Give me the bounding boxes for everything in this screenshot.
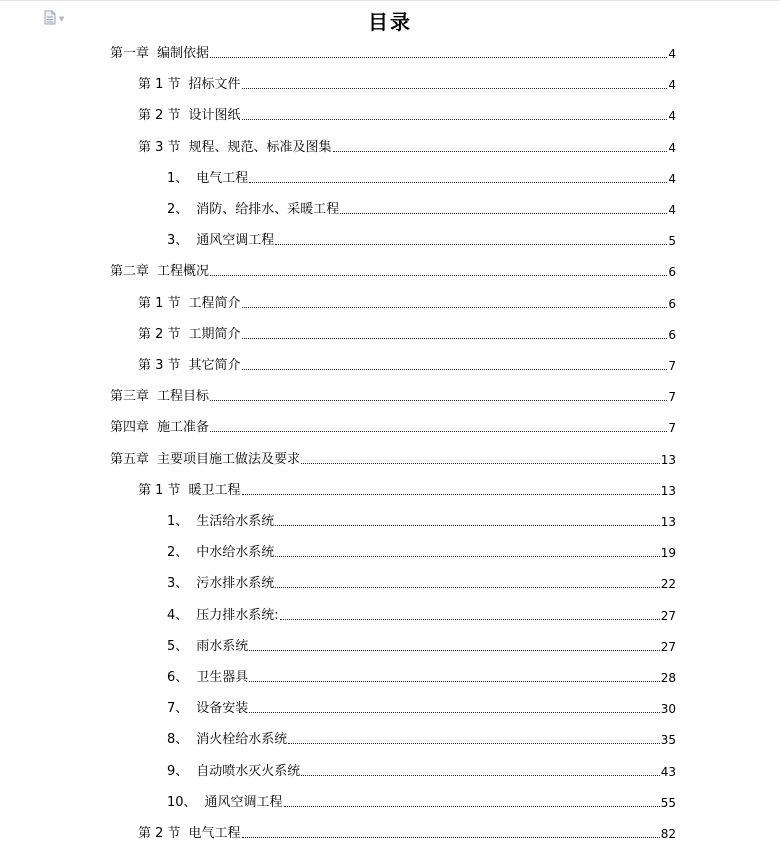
toc-entry-text: 其它简介	[188, 358, 241, 373]
toc-entry[interactable]	[167, 695, 676, 717]
toc-entry[interactable]	[167, 539, 676, 561]
toc-entry[interactable]	[110, 258, 676, 280]
toc-leader-dots	[210, 431, 667, 432]
toc-entry-text: 生活给水系统	[196, 514, 275, 529]
toc-entry-label	[138, 296, 241, 312]
toc-leader-dots	[288, 743, 659, 744]
toc-entry[interactable]	[167, 633, 676, 655]
toc-entry-text: 电气工程	[188, 826, 241, 841]
toc-entry-label	[167, 639, 248, 655]
toc-entry-text: 压力排水系统:	[196, 608, 279, 623]
toc-entry-text: 工程简介	[188, 296, 241, 311]
toc-entry-label	[167, 670, 248, 686]
toc-entry-label	[138, 483, 241, 499]
toc-leader-dots	[275, 556, 659, 557]
toc-leader-dots	[249, 650, 659, 651]
toc-entry-number: 第 1 节	[138, 77, 181, 92]
toc-entry-text: 电气工程	[196, 171, 249, 186]
toc-entry-label	[167, 233, 274, 249]
toc-entry-text: 工程目标	[157, 389, 210, 404]
toc-leader-dots	[210, 57, 667, 58]
toc-entry-text: 主要项目施工做法及要求	[157, 452, 301, 467]
toc-entry[interactable]	[167, 726, 676, 748]
toc-entry-number: 6、	[167, 670, 189, 685]
toc-entry[interactable]	[138, 71, 676, 93]
toc-entry[interactable]	[167, 570, 676, 592]
toc-page-number: 30	[660, 702, 676, 716]
toc-leader-dots	[275, 587, 659, 588]
toc-entry-number: 第 1 节	[138, 483, 181, 498]
toc-page-number: 6	[668, 328, 676, 342]
toc-entry-number: 3、	[167, 233, 189, 248]
toc-entry-label	[167, 576, 274, 592]
chevron-down-icon: ▼	[59, 15, 65, 23]
toc-leader-dots	[249, 712, 659, 713]
toc-entry[interactable]	[138, 352, 676, 374]
toc-entry-number: 5、	[167, 639, 189, 654]
toc-entry-number: 第三章	[110, 389, 150, 404]
page-title: 目录	[368, 10, 412, 34]
toc-page-number: 19	[660, 546, 676, 560]
toc-entry-number: 第二章	[110, 264, 150, 279]
toc-entry-number: 第 2 节	[138, 108, 181, 123]
toc-entry-label	[110, 46, 209, 62]
toc-entry-number: 第四章	[110, 420, 150, 435]
toc-entry[interactable]	[138, 290, 676, 312]
toc-entry-number: 8、	[167, 732, 189, 747]
toc-entry-number: 9、	[167, 764, 189, 779]
toc-entry[interactable]	[110, 383, 676, 405]
toc-leader-dots	[242, 369, 668, 370]
toc-entry-text: 暖卫工程	[188, 483, 241, 498]
toc-entry-text: 规程、规范、标准及图集	[188, 140, 332, 155]
toc-entry-label	[138, 140, 332, 156]
toc-entry-number: 7、	[167, 701, 189, 716]
toc-entry-label	[138, 327, 241, 343]
toc-entry-label	[138, 77, 241, 93]
toc-entry-number: 1、	[167, 171, 189, 186]
toc-page-number: 4	[668, 47, 676, 61]
toc-page-number: 27	[660, 640, 676, 654]
toc-entry-text: 消火栓给水系统	[196, 732, 288, 747]
toc-page-number: 4	[668, 172, 676, 186]
toc-entry[interactable]	[167, 508, 676, 530]
toc-leader-dots	[242, 88, 668, 89]
toc-leader-dots	[301, 775, 659, 776]
toc-entry-label	[167, 545, 274, 561]
toc-entry-text: 消防、给排水、采暖工程	[196, 202, 340, 217]
toc-entry[interactable]	[167, 789, 676, 811]
toc-leader-dots	[210, 275, 667, 276]
toc-entry-number: 第一章	[110, 46, 150, 61]
toc-page-number: 13	[660, 515, 676, 529]
toc-leader-dots	[301, 463, 660, 464]
toc-entry-label	[138, 826, 241, 842]
toc-entry[interactable]	[167, 196, 676, 218]
toc-entry[interactable]	[110, 414, 676, 436]
toc-page-number: 13	[660, 484, 676, 498]
toc-leader-dots	[340, 213, 667, 214]
toc-entry[interactable]	[110, 446, 676, 468]
toc-page-number: 6	[668, 297, 676, 311]
toc-page-number: 7	[668, 421, 676, 435]
toc-entry-label	[167, 514, 274, 530]
toc-entry-label	[167, 608, 279, 624]
toc-leader-dots	[280, 619, 660, 620]
toc-page-number: 4	[668, 78, 676, 92]
toc-entry-label	[167, 701, 248, 717]
toc-entry-label	[110, 452, 300, 468]
toc-entry-number: 2、	[167, 202, 189, 217]
toc-entry-label	[138, 108, 241, 124]
toc-leader-dots	[242, 494, 660, 495]
toc-leader-dots	[275, 244, 667, 245]
toc-entry-text: 设备安装	[196, 701, 249, 716]
toc-entry-text: 通风空调工程	[196, 233, 275, 248]
toc-page-number: 35	[660, 733, 676, 747]
toc-entry[interactable]	[138, 134, 676, 156]
toc-leader-dots	[333, 151, 668, 152]
toc-leader-dots	[242, 119, 668, 120]
toc-leader-dots	[210, 400, 667, 401]
toc-entry-number: 2、	[167, 545, 189, 560]
toc-entry-label	[110, 389, 209, 405]
toc-entry-text: 污水排水系统	[196, 576, 275, 591]
toc-entry-number: 第 1 节	[138, 296, 181, 311]
toc-entry-number: 第 3 节	[138, 358, 181, 373]
toc-entry[interactable]	[167, 165, 676, 187]
toc-entry-text: 中水给水系统	[196, 545, 275, 560]
toc-entry-text: 卫生器具	[196, 670, 249, 685]
toc-entry[interactable]	[167, 758, 676, 780]
toc-page-number: 5	[668, 234, 676, 248]
toc-entry-number: 第 3 节	[138, 140, 181, 155]
toc-page-number: 28	[660, 671, 676, 685]
toc-entry[interactable]	[167, 664, 676, 686]
toc-page-number: 4	[668, 109, 676, 123]
toc-page-number: 4	[668, 203, 676, 217]
toc-entry-number: 第 2 节	[138, 826, 181, 841]
toc-entry[interactable]	[138, 477, 676, 499]
page-top-border	[0, 0, 780, 1]
toc-leader-dots	[249, 182, 667, 183]
toc-entry[interactable]	[138, 321, 676, 343]
toc-entry-text: 工期简介	[188, 327, 241, 342]
toc-leader-dots	[242, 338, 668, 339]
toc-entry-number: 3、	[167, 576, 189, 591]
toc-entry[interactable]	[167, 227, 676, 249]
toc-entry-label	[110, 420, 209, 436]
toc-entry-text: 通风空调工程	[204, 795, 283, 810]
toc-entry-label	[167, 732, 287, 748]
toc-entry[interactable]	[138, 820, 676, 842]
toc-leader-dots	[249, 681, 659, 682]
toc-entry[interactable]	[110, 40, 676, 62]
toc-page-number: 27	[660, 609, 676, 623]
toc-entry-number: 第五章	[110, 452, 150, 467]
toc-page-number: 13	[660, 453, 676, 467]
toc-entry[interactable]	[138, 102, 676, 124]
toc-entry-text: 招标文件	[188, 77, 241, 92]
toc-leader-dots	[284, 806, 660, 807]
toc-entry-label	[167, 171, 248, 187]
toc-page-number: 7	[668, 390, 676, 404]
toc-entry-text: 工程概况	[157, 264, 210, 279]
toc-entry-label	[138, 358, 241, 374]
toc-entry-label	[167, 202, 339, 218]
toc-page-number: 4	[668, 141, 676, 155]
toc-page-number: 6	[668, 265, 676, 279]
toc-leader-dots	[242, 307, 668, 308]
toc-entry[interactable]	[167, 602, 676, 624]
toc-entry-text: 设计图纸	[188, 108, 241, 123]
toc-entry-label	[167, 764, 300, 780]
toc-leader-dots	[275, 525, 659, 526]
toc-page-number: 82	[660, 827, 676, 841]
toc-entry-text: 自动喷水灭火系统	[196, 764, 301, 779]
toc-page-number: 7	[668, 359, 676, 373]
toc-entry-label	[110, 264, 209, 280]
toc-entry-text: 施工准备	[157, 420, 210, 435]
toc-entry-number: 第 2 节	[138, 327, 181, 342]
toc-entry-number: 10、	[167, 795, 197, 810]
toc-leader-dots	[242, 837, 660, 838]
toc-entry-number: 1、	[167, 514, 189, 529]
toc-entry-label	[167, 795, 283, 811]
toc-page-number: 43	[660, 765, 676, 779]
toc-page-number: 22	[660, 577, 676, 591]
toc-entry-number: 4、	[167, 608, 189, 623]
toc-entry-text: 雨水系统	[196, 639, 249, 654]
toc-entry-text: 编制依据	[157, 46, 210, 61]
toc-page-number: 55	[660, 796, 676, 810]
